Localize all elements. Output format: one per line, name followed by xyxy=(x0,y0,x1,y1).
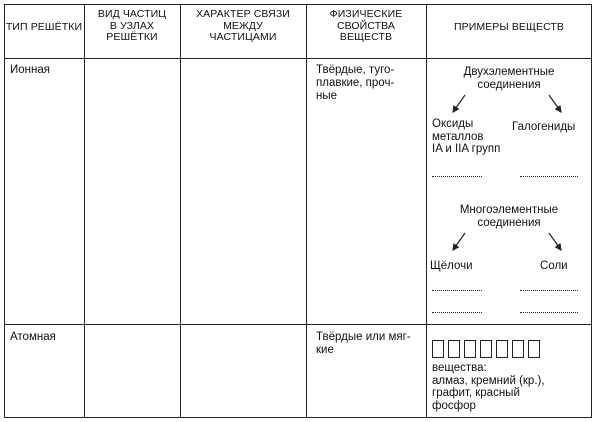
letter-box xyxy=(448,340,460,358)
oxides-label: Оксиды металлов IA и IIA групп xyxy=(432,118,501,155)
header-examples: ПРИМЕРЫ ВЕЩЕСТВ xyxy=(453,21,565,33)
atomic-type: Атомная xyxy=(10,331,56,343)
header-lattice-type: ТИП РЕШЁТКИ xyxy=(5,21,83,33)
halides-label: Галогениды xyxy=(512,121,576,133)
header-physical-properties: ФИЗИЧЕСКИЕ СВОЙСТВА ВЕЩЕСТВ xyxy=(329,8,403,43)
fill-line xyxy=(520,290,578,291)
binary-compounds-label: Двухэлементные соединения xyxy=(463,66,555,91)
letter-box xyxy=(480,340,492,358)
row-divider xyxy=(4,324,592,325)
letter-box xyxy=(432,340,444,358)
ionic-type: Ионная xyxy=(10,64,50,76)
fill-line xyxy=(432,176,482,177)
letter-box xyxy=(512,340,524,358)
column-divider-3 xyxy=(306,4,307,418)
letter-box xyxy=(528,340,540,358)
column-divider-2 xyxy=(180,4,181,418)
header-particles: ВИД ЧАСТИЦ В УЗЛАХ РЕШЁТКИ xyxy=(97,8,167,43)
letter-box xyxy=(464,340,476,358)
fill-line xyxy=(520,176,578,177)
fill-line xyxy=(432,312,482,313)
multi-element-compounds-label: Многоэлементные соединения xyxy=(459,204,559,229)
ionic-properties: Твёрдые, туго- плавкие, проч- ные xyxy=(316,64,395,102)
header-bond-type: ХАРАКТЕР СВЯЗИ МЕЖДУ ЧАСТИЦАМИ xyxy=(196,8,290,43)
atomic-examples: вещества: алмаз, кремний (кр.), графит, красный фосфор xyxy=(432,362,545,412)
salts-label: Соли xyxy=(540,260,568,272)
header-divider xyxy=(4,58,592,59)
fill-line xyxy=(432,290,482,291)
column-divider-1 xyxy=(84,4,85,418)
letter-box xyxy=(496,340,508,358)
fill-line xyxy=(520,312,578,313)
atomic-properties: Твёрдые или мяг- кие xyxy=(316,331,411,356)
alkali-label: Щёлочи xyxy=(430,260,473,272)
